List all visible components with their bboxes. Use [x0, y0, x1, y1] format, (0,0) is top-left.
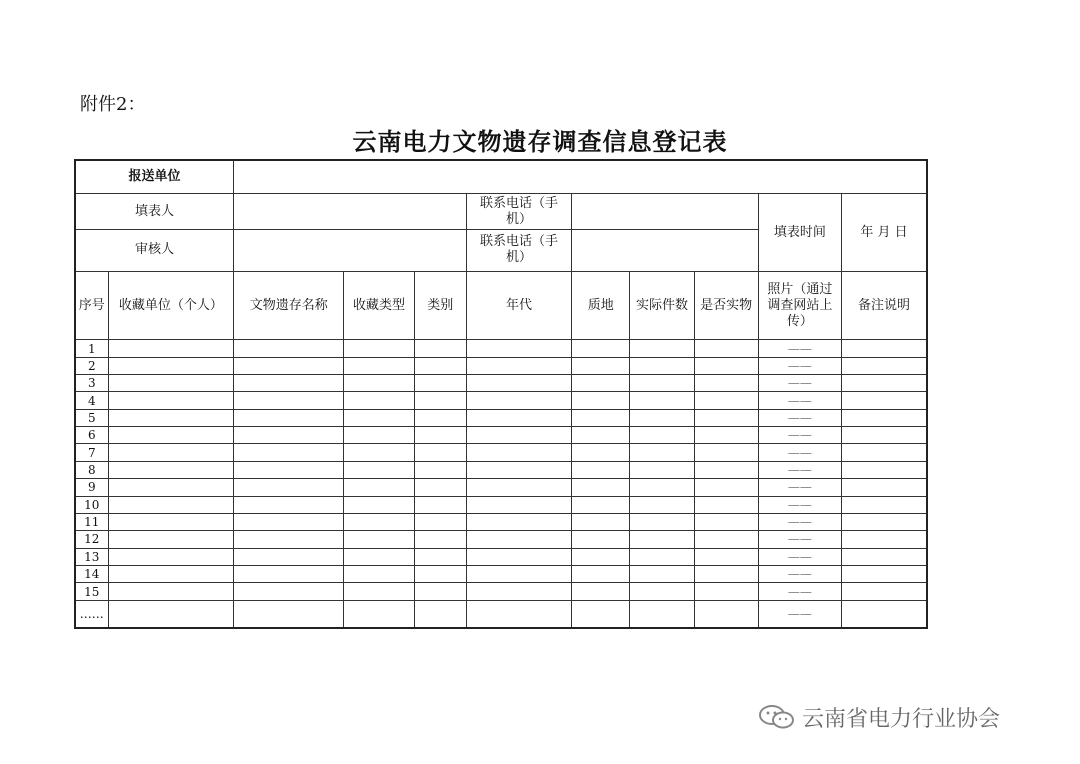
- table-cell[interactable]: [572, 531, 630, 548]
- table-cell[interactable]: [694, 496, 758, 513]
- table-cell[interactable]: [694, 566, 758, 583]
- col-header: 收藏类型: [344, 271, 414, 339]
- row-number: 7: [75, 444, 108, 461]
- table-cell[interactable]: [842, 375, 927, 392]
- table-cell[interactable]: [572, 409, 630, 426]
- attachment-label: 附件2：: [80, 94, 146, 115]
- row-number: 4: [75, 392, 108, 409]
- table-cell[interactable]: [344, 583, 414, 600]
- table-row: [75, 513, 927, 530]
- table-cell[interactable]: [234, 461, 344, 478]
- table-cell[interactable]: [466, 392, 571, 409]
- table-cell[interactable]: [466, 375, 571, 392]
- table-cell[interactable]: [234, 427, 344, 444]
- col-header: 年代: [466, 271, 571, 339]
- table-cell[interactable]: [630, 600, 694, 628]
- row-number: 6: [75, 427, 108, 444]
- table-cell[interactable]: [108, 392, 233, 409]
- table-cell[interactable]: [694, 479, 758, 496]
- filler-phone-label: 联系电话（手机）: [466, 194, 571, 230]
- table-row: [75, 392, 927, 409]
- table-cell[interactable]: [630, 548, 694, 565]
- col-header: 质地: [572, 271, 630, 339]
- table-cell[interactable]: [842, 444, 927, 461]
- table-cell[interactable]: [344, 375, 414, 392]
- table-cell[interactable]: [344, 427, 414, 444]
- table-cell[interactable]: [630, 409, 694, 426]
- table-row: [75, 461, 927, 478]
- reviewer-field[interactable]: [234, 229, 467, 271]
- table-cell[interactable]: [108, 357, 233, 374]
- account-name: 云南省电力行业协会: [802, 706, 1001, 732]
- table-cell[interactable]: [842, 531, 927, 548]
- photo-cell: ——: [758, 479, 841, 496]
- table-cell[interactable]: [344, 566, 414, 583]
- table-cell[interactable]: [842, 461, 927, 478]
- table-cell[interactable]: [694, 340, 758, 357]
- row-number: 2: [75, 357, 108, 374]
- table-cell[interactable]: [630, 583, 694, 600]
- table-cell[interactable]: [572, 583, 630, 600]
- table-cell[interactable]: [694, 375, 758, 392]
- table-cell[interactable]: [234, 600, 344, 628]
- table-row: [75, 444, 927, 461]
- table-cell[interactable]: [572, 566, 630, 583]
- photo-cell: ——: [758, 340, 841, 357]
- table-cell[interactable]: [466, 444, 571, 461]
- col-header: 类别: [414, 271, 466, 339]
- photo-cell: ——: [758, 357, 841, 374]
- col-header: 实际件数: [630, 271, 694, 339]
- table-row: [75, 496, 927, 513]
- table-cell[interactable]: [694, 357, 758, 374]
- table-cell[interactable]: [108, 566, 233, 583]
- table-cell[interactable]: [466, 427, 571, 444]
- table-cell[interactable]: [344, 600, 414, 628]
- table-cell[interactable]: [414, 531, 466, 548]
- row-number: 14: [75, 566, 108, 583]
- col-header: 照片（通过调查网站上传）: [758, 271, 841, 339]
- table-cell[interactable]: [630, 496, 694, 513]
- table-cell[interactable]: [234, 409, 344, 426]
- table-cell[interactable]: [414, 600, 466, 628]
- table-cell[interactable]: [344, 548, 414, 565]
- table-cell[interactable]: [630, 513, 694, 530]
- table-cell[interactable]: [630, 531, 694, 548]
- table-cell[interactable]: [572, 340, 630, 357]
- table-cell[interactable]: [572, 479, 630, 496]
- table-cell[interactable]: [842, 566, 927, 583]
- table-cell[interactable]: [694, 444, 758, 461]
- table-cell[interactable]: [234, 479, 344, 496]
- photo-cell: ——: [758, 496, 841, 513]
- photo-cell: ——: [758, 600, 841, 628]
- filler-phone-field[interactable]: [572, 194, 759, 230]
- table-cell[interactable]: [630, 461, 694, 478]
- table-cell[interactable]: [108, 600, 233, 628]
- table-cell[interactable]: [344, 513, 414, 530]
- table-cell[interactable]: [414, 357, 466, 374]
- table-cell[interactable]: [842, 392, 927, 409]
- filler-label: 填表人: [75, 194, 234, 230]
- table-cell[interactable]: [572, 444, 630, 461]
- table-row: [75, 427, 927, 444]
- photo-cell: ——: [758, 375, 841, 392]
- col-header: 收藏单位（个人）: [108, 271, 233, 339]
- submit-unit-field[interactable]: [234, 160, 927, 194]
- table-cell[interactable]: [234, 375, 344, 392]
- table-cell[interactable]: [414, 392, 466, 409]
- table-cell[interactable]: [108, 531, 233, 548]
- table-cell[interactable]: [108, 444, 233, 461]
- table-cell[interactable]: [466, 357, 571, 374]
- table-cell[interactable]: [108, 427, 233, 444]
- row-number: 13: [75, 548, 108, 565]
- photo-cell: ——: [758, 566, 841, 583]
- table-cell[interactable]: [414, 375, 466, 392]
- table-cell[interactable]: [234, 392, 344, 409]
- table-cell[interactable]: [694, 461, 758, 478]
- table-cell[interactable]: [466, 461, 571, 478]
- table-cell[interactable]: [414, 566, 466, 583]
- photo-cell: ——: [758, 531, 841, 548]
- table-row: [75, 357, 927, 374]
- table-cell[interactable]: [630, 427, 694, 444]
- table-cell[interactable]: [344, 531, 414, 548]
- table-cell[interactable]: [414, 461, 466, 478]
- table-cell[interactable]: [572, 513, 630, 530]
- row-number: 11: [75, 513, 108, 530]
- table-cell[interactable]: [466, 583, 571, 600]
- table-cell[interactable]: [842, 479, 927, 496]
- table-row: [75, 600, 927, 628]
- table-cell[interactable]: [466, 340, 571, 357]
- table-cell[interactable]: [234, 513, 344, 530]
- table-cell[interactable]: [842, 548, 927, 565]
- table-cell[interactable]: [108, 375, 233, 392]
- row-number: 15: [75, 583, 108, 600]
- table-cell[interactable]: [466, 496, 571, 513]
- table-cell[interactable]: [842, 600, 927, 628]
- fill-time-label: 填表时间: [758, 194, 841, 272]
- table-cell[interactable]: [630, 392, 694, 409]
- table-row: [75, 548, 927, 565]
- table-cell[interactable]: [466, 566, 571, 583]
- table-cell[interactable]: [344, 444, 414, 461]
- table-cell[interactable]: [572, 357, 630, 374]
- table-cell[interactable]: [344, 340, 414, 357]
- table-cell[interactable]: [234, 566, 344, 583]
- table-cell[interactable]: [414, 583, 466, 600]
- row-number: 8: [75, 461, 108, 478]
- col-header: 文物遗存名称: [234, 271, 344, 339]
- table-cell[interactable]: [234, 357, 344, 374]
- table-cell[interactable]: [234, 548, 344, 565]
- photo-cell: ——: [758, 444, 841, 461]
- table-cell[interactable]: [630, 479, 694, 496]
- table-cell[interactable]: [108, 548, 233, 565]
- col-header: 序号: [75, 271, 108, 339]
- table-row: [75, 340, 927, 357]
- table-cell[interactable]: [108, 513, 233, 530]
- table-cell[interactable]: [466, 513, 571, 530]
- table-cell[interactable]: [414, 427, 466, 444]
- table-cell[interactable]: [694, 427, 758, 444]
- photo-cell: ——: [758, 461, 841, 478]
- table-cell[interactable]: [344, 409, 414, 426]
- table-cell[interactable]: [234, 531, 344, 548]
- table-row: [75, 566, 927, 583]
- table-cell[interactable]: [234, 583, 344, 600]
- table-cell[interactable]: [466, 600, 571, 628]
- table-cell[interactable]: [842, 583, 927, 600]
- filler-field[interactable]: [234, 194, 467, 230]
- table-cell[interactable]: [234, 444, 344, 461]
- table-cell[interactable]: [630, 444, 694, 461]
- wechat-icon: [758, 704, 796, 730]
- photo-cell: ——: [758, 513, 841, 530]
- table-cell[interactable]: [466, 409, 571, 426]
- row-number: 5: [75, 409, 108, 426]
- photo-cell: ——: [758, 409, 841, 426]
- table-cell[interactable]: [344, 496, 414, 513]
- photo-cell: ——: [758, 427, 841, 444]
- table-cell[interactable]: [414, 479, 466, 496]
- submit-unit-label: 报送单位: [75, 160, 234, 194]
- table-cell[interactable]: [108, 461, 233, 478]
- table-cell[interactable]: [572, 392, 630, 409]
- table-cell[interactable]: [234, 496, 344, 513]
- table-cell[interactable]: [466, 531, 571, 548]
- column-header-row: [75, 271, 927, 339]
- table-cell[interactable]: [344, 392, 414, 409]
- table-cell[interactable]: [344, 461, 414, 478]
- table-cell[interactable]: [572, 496, 630, 513]
- registration-table: [74, 159, 928, 629]
- table-row: [75, 531, 927, 548]
- photo-cell: ——: [758, 548, 841, 565]
- table-cell[interactable]: [630, 566, 694, 583]
- table-cell[interactable]: [694, 600, 758, 628]
- table-cell[interactable]: [694, 513, 758, 530]
- table-cell[interactable]: [414, 548, 466, 565]
- table-cell[interactable]: [842, 409, 927, 426]
- table-cell[interactable]: [466, 479, 571, 496]
- row-number: 10: [75, 496, 108, 513]
- table-cell[interactable]: [108, 409, 233, 426]
- col-header: 备注说明: [842, 271, 927, 339]
- col-header: 是否实物: [694, 271, 758, 339]
- table-cell[interactable]: [694, 531, 758, 548]
- table-cell[interactable]: [414, 513, 466, 530]
- table-cell[interactable]: [630, 357, 694, 374]
- photo-cell: ——: [758, 583, 841, 600]
- reviewer-label: 审核人: [75, 229, 234, 271]
- reviewer-phone-label: 联系电话（手机）: [466, 229, 571, 271]
- table-cell[interactable]: [414, 496, 466, 513]
- photo-cell: ——: [758, 392, 841, 409]
- table-cell[interactable]: [414, 444, 466, 461]
- table-cell[interactable]: [414, 409, 466, 426]
- table-cell[interactable]: [108, 340, 233, 357]
- table-cell[interactable]: [414, 340, 466, 357]
- table-cell[interactable]: [842, 496, 927, 513]
- reviewer-phone-field[interactable]: [572, 229, 759, 271]
- table-cell[interactable]: [842, 357, 927, 374]
- table-cell[interactable]: [842, 513, 927, 530]
- row-number: 9: [75, 479, 108, 496]
- table-cell[interactable]: [108, 496, 233, 513]
- table-cell[interactable]: [572, 375, 630, 392]
- table-cell[interactable]: [572, 548, 630, 565]
- table-cell[interactable]: [694, 409, 758, 426]
- table-cell[interactable]: [344, 357, 414, 374]
- table-cell[interactable]: [630, 375, 694, 392]
- row-number: 3: [75, 375, 108, 392]
- table-cell[interactable]: [694, 392, 758, 409]
- table-cell[interactable]: [344, 479, 414, 496]
- table-cell[interactable]: [572, 427, 630, 444]
- table-cell[interactable]: [630, 340, 694, 357]
- table-cell[interactable]: [108, 583, 233, 600]
- page-title: 云南电力文物遗存调查信息登记表: [352, 127, 728, 156]
- table-cell[interactable]: [572, 600, 630, 628]
- table-row: [75, 479, 927, 496]
- table-cell[interactable]: [842, 427, 927, 444]
- table-cell[interactable]: [466, 548, 571, 565]
- table-row: [75, 409, 927, 426]
- row-number: ……: [75, 600, 108, 628]
- row-number: 12: [75, 531, 108, 548]
- table-cell[interactable]: [108, 479, 233, 496]
- data-rows: [75, 340, 927, 628]
- table-cell[interactable]: [694, 548, 758, 565]
- table-cell[interactable]: [572, 461, 630, 478]
- table-cell[interactable]: [842, 340, 927, 357]
- table-cell[interactable]: [234, 340, 344, 357]
- wechat-footer: [758, 702, 1000, 732]
- row-number: 1: [75, 340, 108, 357]
- fill-time-field[interactable]: 年 月 日: [842, 194, 927, 272]
- table-cell[interactable]: [694, 583, 758, 600]
- table-row: [75, 375, 927, 392]
- table-row: [75, 583, 927, 600]
